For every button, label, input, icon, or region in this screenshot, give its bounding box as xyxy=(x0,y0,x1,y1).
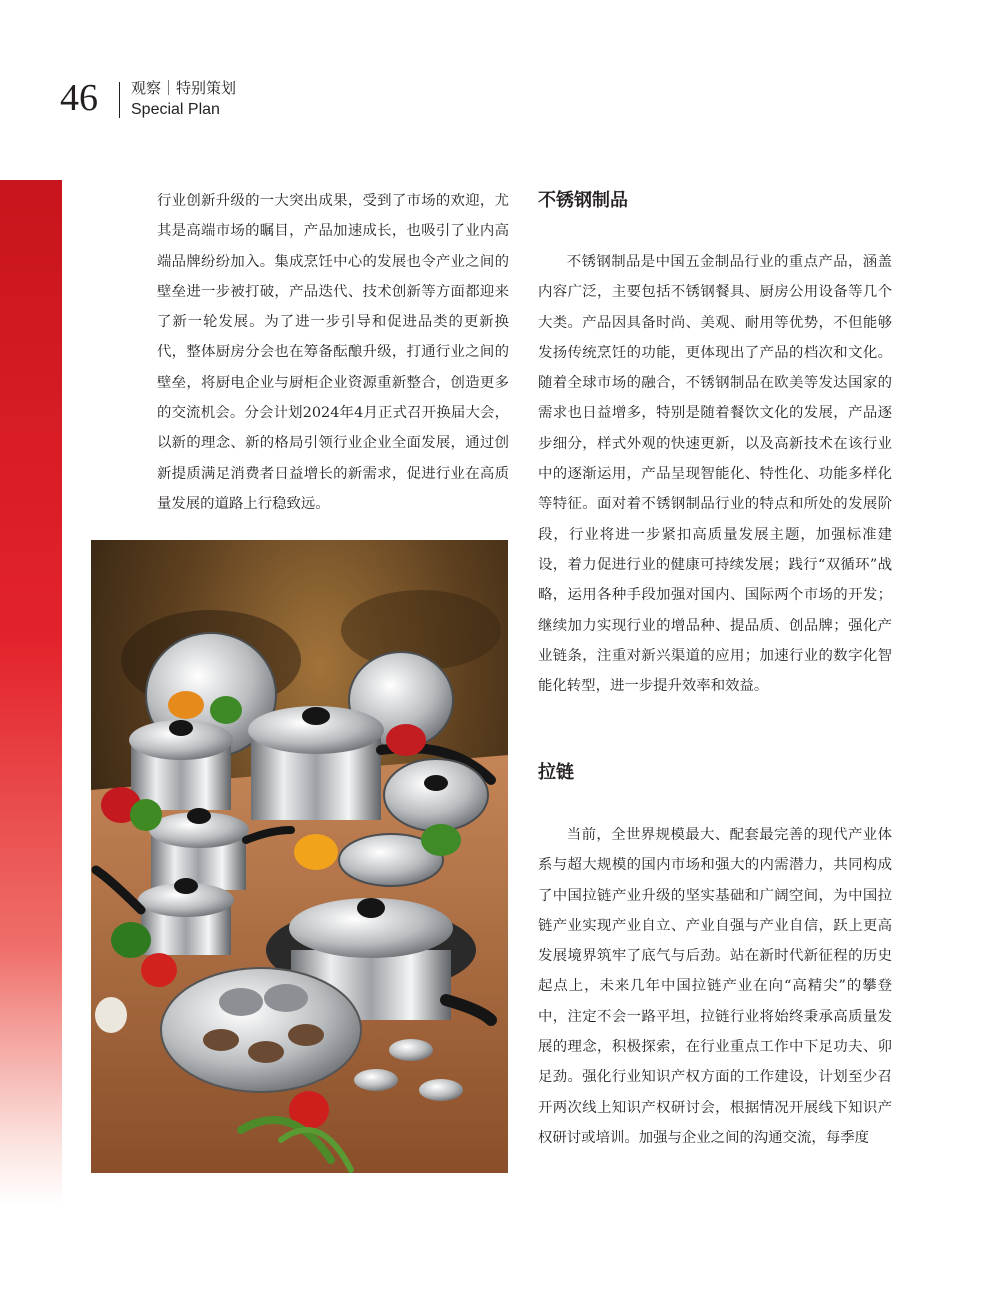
zipper-section-heading: 拉链 xyxy=(538,762,574,783)
section-label: 观察｜特别策划 xyxy=(131,79,237,97)
cookware-photo xyxy=(91,540,508,1173)
header-divider xyxy=(119,82,120,118)
stainless-section-heading: 不锈钢制品 xyxy=(538,190,628,211)
left-column-paragraph: 行业创新升级的一大突出成果，受到了市场的欢迎，尤其是高端市场的瞩目，产品加速成长，也吸引了业内高端品牌纷纷加入。集成烹饪中心的发展也令产业之间的壁垒进一步被打破，产品迭代、技术创新等方面都迎来了新一轮发展。为了进一步引导和促进品类的更新换代，整体厨房分会也在筹备酝酿升级，打通行业之间的壁垒，将厨电企业与厨柜企业资源重新整合，创造更多的交流机会。分会计划2024年4月正式召开换届大会，以新的理念、新的格局引领行业企业全面发展，通过创新提质满足消费者日益增长的新需求，促进行业在高质量发展的道路上行稳致远。 xyxy=(157,193,509,512)
red-accent-bar xyxy=(0,180,62,1205)
section-label-english: Special Plan xyxy=(131,101,220,118)
zipper-section-text xyxy=(538,820,892,1153)
stainless-section-paragraph: 不锈钢制品是中国五金制品行业的重点产品，涵盖内容广泛，主要包括不锈钢餐具、厨房公用设备等几个大类。产品因具备时尚、美观、耐用等优势，不但能够发扬传统烹饪的功能，更体现出了产品的档次和文化。随着全球市场的融合，不锈钢制品在欧美等发达国家的需求也日益增多，特别是随着餐饮文化的发展，产品逐步细分，样式外观的快速更新，以及高新技术在该行业中的逐渐运用，产品呈现智能化、特性化、功能多样化等特征。面对着不锈钢制品行业的特点和所处的发展阶段，行业将进一步紧扣高质量发展主题，加强标准建设，着力促进行业的健康可持续发展；践行“双循环”战略，运用各种手段加强对国内、国际两个市场的开发；继续加力实现行业的增品种、提品质、创品牌；强化产业链条，注重对新兴渠道的应用；加速行业的数字化智能化转型，进一步提升效率和效益。 xyxy=(538,254,892,695)
stainless-section-text xyxy=(538,247,892,701)
left-column-text xyxy=(157,186,509,519)
page-number: 46 xyxy=(60,77,98,119)
zipper-section-paragraph: 当前，全世界规模最大、配套最完善的现代产业体系与超大规模的国内市场和强大的内需潜力，共同构成了中国拉链产业升级的坚实基础和广阔空间，为中国拉链产业实现产业自立、产业自强与产业自信，跃上更高发展境界筑牢了底气与后劲。站在新时代新征程的历史起点上，未来几年中国拉链产业在向“高精尖”的攀登中，注定不会一路平坦，拉链行业将始终秉承高质量发展的理念，积极探索，在行业重点工作中下足功夫、卯足劲。强化行业知识产权方面的工作建设，计划至少召开两次线上知识产权研讨会，根据情况开展线下知识产权研讨或培训。加强与企业之间的沟通交流，每季度 xyxy=(538,827,892,1146)
